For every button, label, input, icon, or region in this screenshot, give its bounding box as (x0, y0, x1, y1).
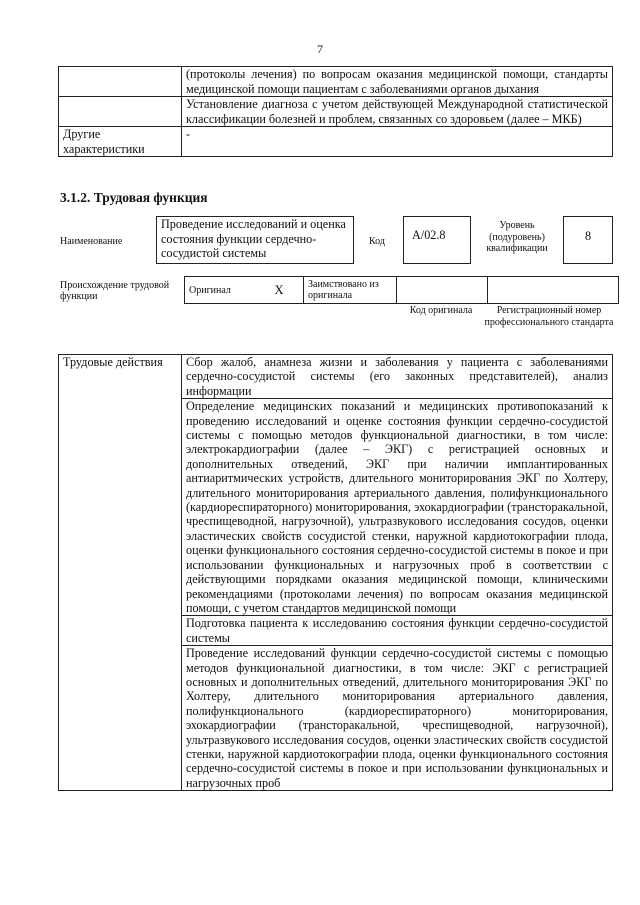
row-label (59, 97, 182, 127)
section-heading: 3.1.2. Трудовая функция (60, 190, 208, 205)
action-item: Определение медицинских показаний и медицинских противопоказаний к проведению исследований и оценке состояния функции сердечно-сосудистой системы с помощью методов функциональной диагностики, в том числе: электрокардиографии (далее – ЭКГ) с регистрацией основных и дополнительных отведений, ЭКГ при наличии имплантированных антиаритмических устройств, длительного мониторирования ЭКГ по Холтеру, длительного мониторирования артериального давления, полифункционального (кардиореспираторного) мониторирования, эхокардиографии (трансторакальной, чреспищеводной, нагрузочной), ультразвукового исследования сосудов, оценки эластических свойств сосудистой стенки, наружной кардиотокографии плода, оценки функционального состояния сердечно-сосудистой системы в покое и при использовании функциональных и нагрузочных проб в соответствии с действующими порядками оказания медицинской помощи, клиническими рекомендациями (протоколами лечения) по вопросам оказания медицинской помощи, с учетом стандартов медицинской помощи (182, 399, 613, 616)
original-code-label: Код оригинала (409, 305, 473, 316)
action-item: Подготовка пациента к исследованию состояния функции сердечно-сосудистой системы (182, 616, 613, 646)
row-text: - (182, 127, 613, 157)
origin-table (184, 276, 619, 304)
original-mark: X (255, 277, 304, 304)
row-text: (протоколы лечения) по вопросам оказания медицинской помощи, стандарты медицинской помощи пациентам с заболеваниями органов дыхания (182, 67, 613, 97)
table-row (59, 67, 613, 97)
level-value: 8 (563, 216, 613, 264)
origin-label: Происхождение трудовой функции (60, 280, 170, 302)
code-value: A/02.8 (403, 216, 471, 264)
borrowed-label: Заимствовано из оригинала (304, 277, 397, 304)
reg-number-cell (488, 277, 619, 304)
name-label: Наименование (60, 236, 123, 247)
table-row (59, 127, 613, 157)
actions-table (58, 354, 613, 791)
top-table (58, 66, 613, 157)
actions-label: Трудовые действия (59, 355, 182, 791)
row-label (59, 67, 182, 97)
action-item: Проведение исследований функции сердечно-сосудистой системы с помощью методов функциональной диагностики, в том числе: ЭКГ с регистрацией основных и дополнительных отведений, длительного мониторирования ЭКГ по Холтеру, длительного мониторирования артериального давления, полифункционального (кардиореспираторного) мониторирования, эхокардиографии (трансторакальной, чреспищеводной, нагрузочной), ультразвукового исследования сосудов, оценки эластических свойств сосудистой стенки, наружной кардиотокографии плода, оценки функционального состояния сердечно-сосудистой системы в покое и при использовании функциональных и нагрузочных проб (182, 646, 613, 791)
original-code-cell (397, 277, 488, 304)
row-label-other-characteristics: Другие характеристики (59, 127, 182, 157)
table-row (59, 355, 613, 399)
table-row (185, 277, 619, 304)
page-number: 7 (317, 42, 323, 56)
row-text: Установление диагноза с учетом действующей Международной статистической классификации болезней и проблем, связанных со здоровьем (далее – МКБ) (182, 97, 613, 127)
code-label: Код (369, 236, 385, 247)
name-value: Проведение исследований и оценка состояния функции сердечно-сосудистой системы (156, 216, 354, 264)
action-item: Сбор жалоб, анамнеза жизни и заболевания у пациента с заболеваниями сердечно-сосудистой системы (его законных представителей), анализ информации (182, 355, 613, 399)
reg-number-label: Регистрационный номер профессионального стандарта (484, 305, 614, 328)
table-row (59, 97, 613, 127)
original-label: Оригинал (185, 277, 256, 304)
level-label: Уровень (подуровень) квалификации (486, 220, 548, 254)
